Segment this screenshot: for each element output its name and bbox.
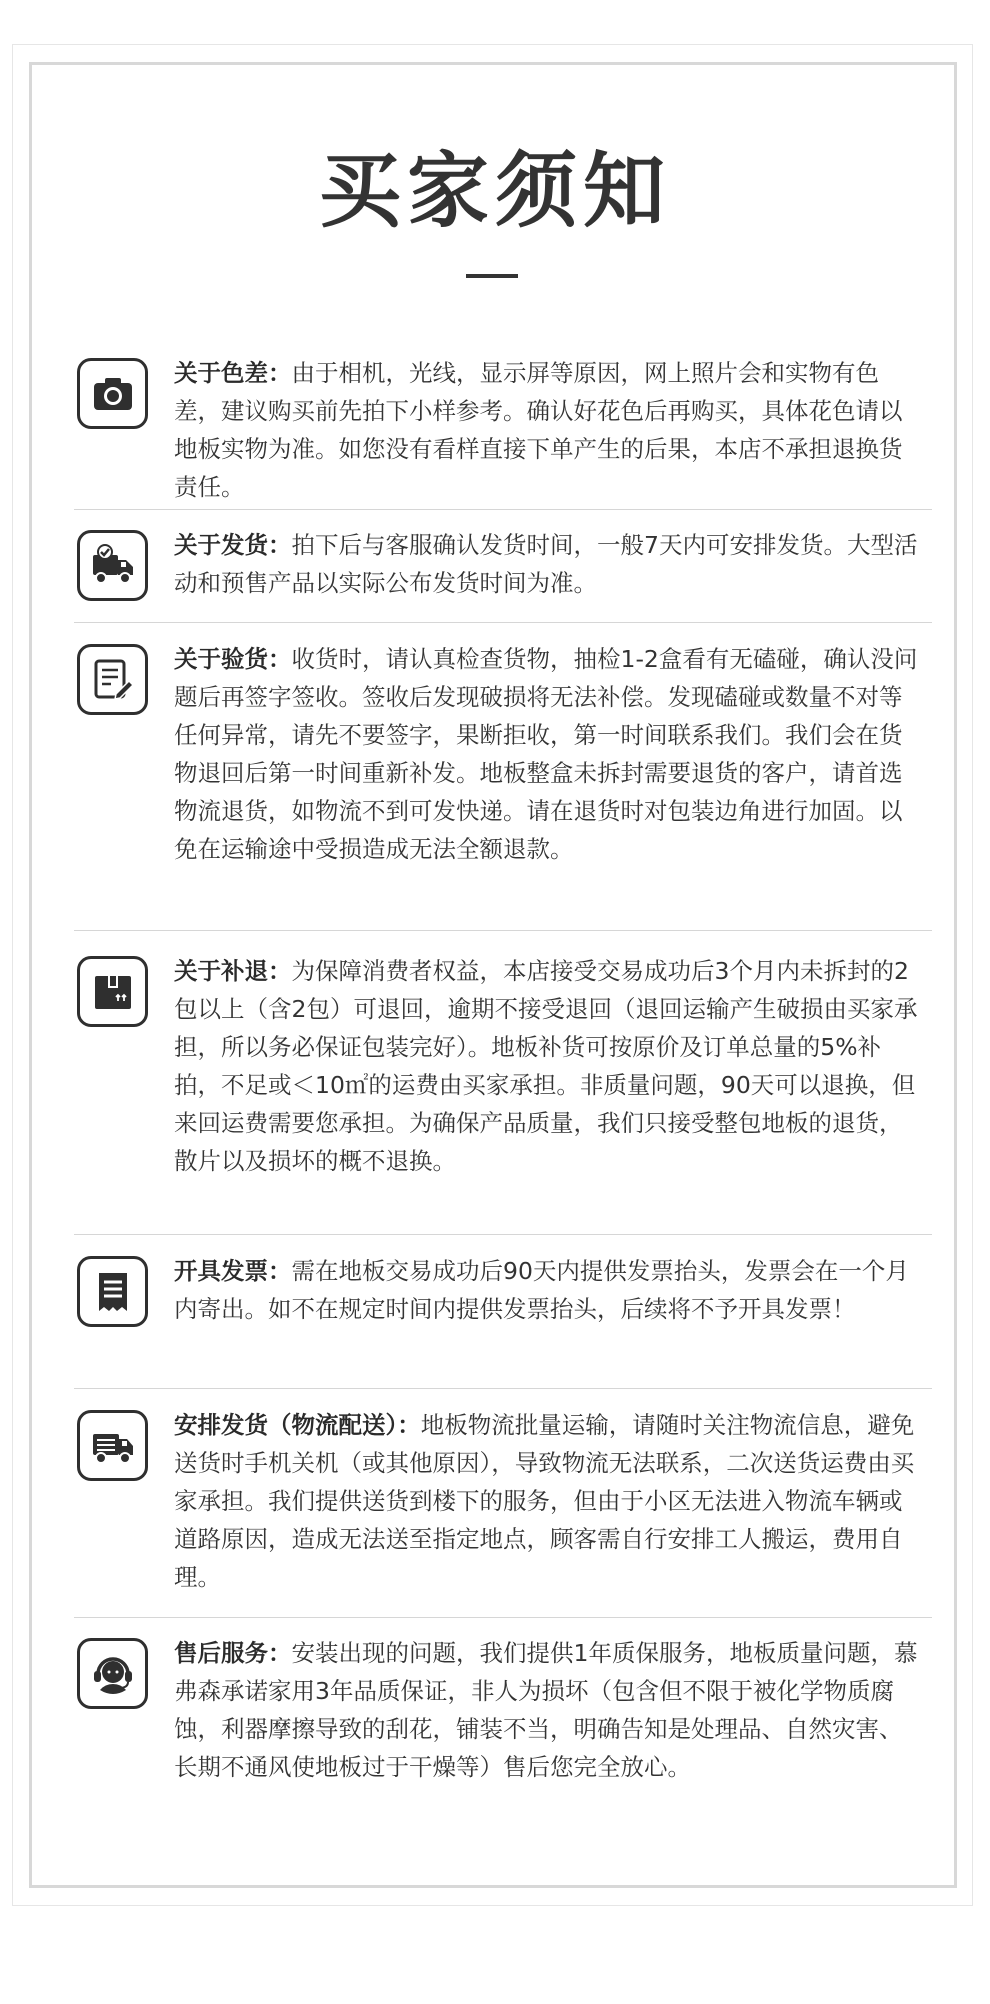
document-edit-icon — [77, 644, 148, 715]
section-body: 需在地板交易成功后90天内提供发票抬头，发票会在一个月内寄出。如不在规定时间内提供发票抬头，后续将不予开具发票！ — [174, 1257, 909, 1323]
section-heading: 售后服务： — [174, 1639, 292, 1667]
truck-icon — [77, 1410, 148, 1481]
title-underline — [466, 274, 518, 278]
section-divider — [74, 622, 932, 623]
section-heading: 开具发票： — [174, 1257, 292, 1285]
section-divider — [74, 1234, 932, 1235]
section-body: 拍下后与客服确认发货时间，一般7天内可安排发货。大型活动和预售产品以实际公布发货时间为准。 — [174, 531, 918, 597]
section-body: 为保障消费者权益，本店接受交易成功后3个月内未拆封的2包以上（含2包）可退回，逾期不接受退回（退回运输产生破损由买家承担，所以务必保证包装完好）。地板补货可按原价及订单总量的5%补拍，不足或＜10㎡的运费由买家承担。非质量问题，90天可以退换，但来回运费需要您承担。为确保产品质量，我们只接受整包地板的退货，散片以及损坏的概不退换。 — [174, 957, 918, 1175]
section-body: 由于相机，光线，显示屏等原因，网上照片会和实物有色差，建议购买前先拍下小样参考。确认好花色后再购买，具体花色请以地板实物为准。如您没有看样直接下单产生的后果，本店不承担退换货责任。 — [174, 359, 903, 501]
page-title: 买家须知 — [318, 144, 671, 239]
package-box-icon — [77, 956, 148, 1027]
section-body: 地板物流批量运输，请随时关注物流信息，避免送货时手机关机（或其他原因），导致物流无法联系，二次送货运费由买家承担。我们提供送货到楼下的服务，但由于小区无法进入物流车辆或道路原因，造成无法送至指定地点，顾客需自行安排工人搬运，费用自理。 — [174, 1411, 915, 1591]
section-text — [174, 952, 919, 1180]
section-text — [174, 354, 919, 506]
section-text — [174, 640, 919, 868]
section-divider — [74, 1388, 932, 1389]
section-divider — [74, 930, 932, 931]
section-text — [174, 1406, 919, 1596]
section-body: 收货时，请认真检查货物，抽检1-2盒看有无磕碰，确认没问题后再签字签收。签收后发现破损将无法补偿。发现磕碰或数量不对等任何异常，请先不要签字，果断拒收，第一时间联系我们。我们会在货物退回后第一时间重新补发。地板整盒未拆封需要退货的客户，请首选物流退货，如物流不到可发快递。请在退货时对包装边角进行加固。以免在运输途中受损造成无法全额退款。 — [174, 645, 918, 863]
section-text — [174, 1252, 919, 1328]
customer-service-headset-icon — [77, 1638, 148, 1709]
section-text — [174, 526, 919, 602]
section-text — [174, 1634, 919, 1786]
section-divider — [74, 1617, 932, 1618]
section-heading: 关于补退： — [174, 957, 292, 985]
section-heading: 安排发货（物流配送）： — [174, 1411, 421, 1439]
section-heading: 关于发货： — [174, 531, 292, 559]
delivery-truck-check-icon — [77, 530, 148, 601]
section-heading: 关于色差： — [174, 359, 292, 387]
section-heading: 关于验货： — [174, 645, 292, 673]
receipt-icon — [77, 1256, 148, 1327]
section-divider — [74, 509, 932, 510]
section-body: 安装出现的问题，我们提供1年质保服务，地板质量问题，慕弗森承诺家用3年品质保证，非人为损坏（包含但不限于被化学物质腐蚀，利器摩擦导致的刮花，铺装不当，明确告知是处理品、自然灾害、长期不通风使地板过于干燥等）售后您完全放心。 — [174, 1639, 918, 1781]
camera-icon — [77, 358, 148, 429]
